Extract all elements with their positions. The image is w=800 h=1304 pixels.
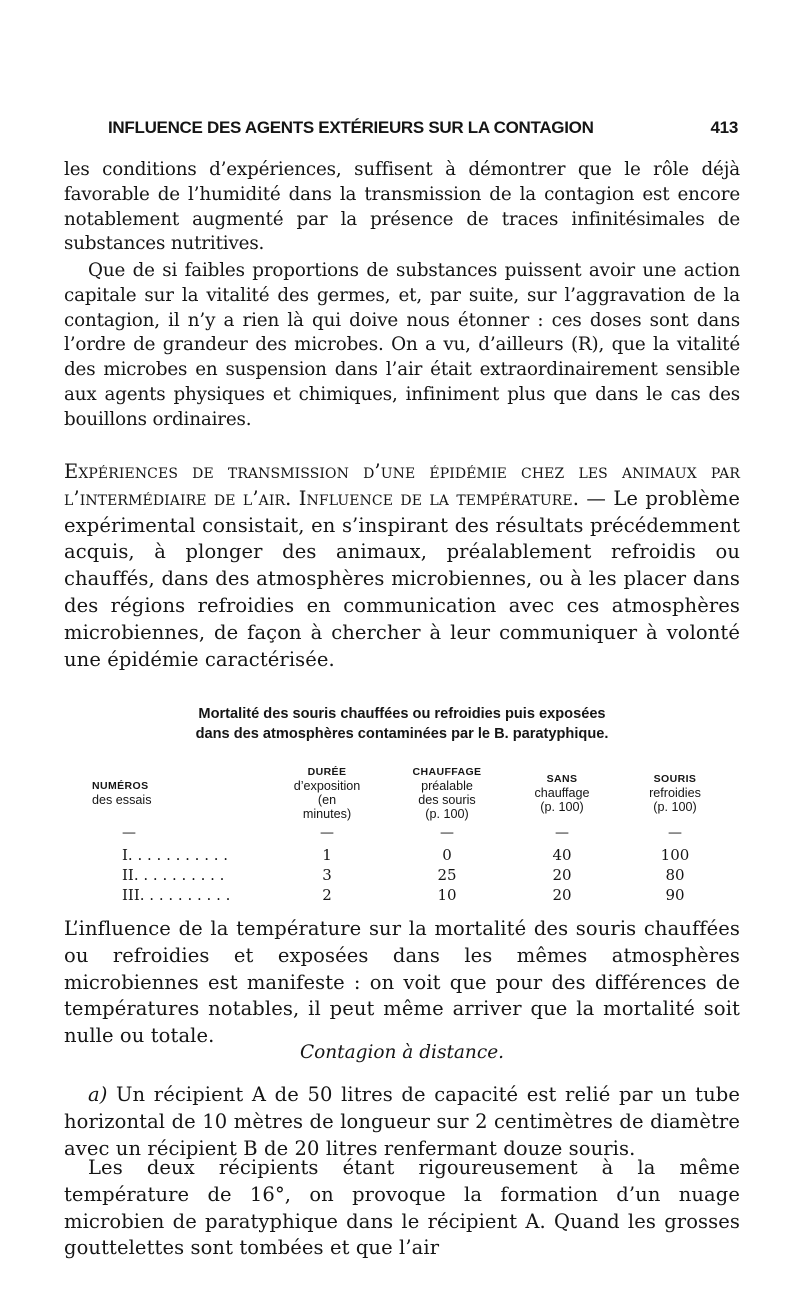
header-numeros	[92, 764, 262, 821]
page-number: 413	[710, 118, 738, 137]
cell-duree: 2	[322, 886, 332, 904]
paragraph-4: L’influence de la température sur la mortalité des souris chauffées ou refroidies et exposées dans les mêmes atmosphères microbiennes est manifeste : on voit que pour des différences de températures notables, il peut même arriver que la mortalité soit nulle ou totale.	[64, 917, 740, 1048]
header-duree-sub2: (en	[317, 793, 337, 807]
header-sans	[502, 764, 622, 821]
section-title: Contagion à distance.	[299, 1042, 505, 1063]
row-number: II. . . . . . . . . .	[122, 866, 225, 884]
cell-refroidies: 80	[665, 866, 685, 884]
header-duree-sub1: d’exposition	[293, 779, 361, 793]
header-duree	[262, 764, 392, 821]
dash-cell: —	[555, 825, 569, 841]
row-number: III. . . . . . . . . .	[122, 886, 231, 904]
table-dash-row	[92, 821, 728, 845]
header-chauffage-title: CHAUFFAGE	[412, 766, 482, 778]
header-chauffage-sub3: (p. 100)	[425, 807, 469, 821]
cell-duree: 1	[322, 846, 332, 864]
cell-refroidies: 100	[660, 846, 690, 864]
section-heading-smallcaps: Expériences de transmission d’une épidémie chez les animaux par l’intermédiaire de l’air. Influence de la température.	[64, 460, 740, 510]
dash-cell: —	[122, 825, 136, 841]
paragraph-5-label: a)	[88, 1083, 108, 1106]
table-row	[92, 885, 728, 905]
row-number: I. . . . . . . . . . .	[122, 846, 229, 864]
cell-chauffage: 25	[437, 866, 457, 884]
cell-sans: 20	[552, 886, 572, 904]
running-header	[108, 116, 738, 140]
table-caption	[64, 704, 740, 744]
header-duree-title: DURÉE	[307, 766, 347, 778]
header-sans-sub2: (p. 100)	[540, 800, 584, 814]
header-refroidies-title: SOURIS	[653, 773, 697, 785]
table-row	[92, 865, 728, 885]
paragraph-5	[64, 1082, 740, 1162]
header-chauffage	[392, 764, 502, 821]
cell-refroidies: 90	[665, 886, 685, 904]
dash-cell: —	[668, 825, 682, 841]
dash-cell: —	[320, 825, 334, 841]
header-refroidies-sub1: refroidies	[649, 786, 701, 800]
table-caption-line-1: Mortalité des souris chauffées ou refroidies puis exposées	[198, 706, 606, 722]
cell-sans: 20	[552, 866, 572, 884]
header-numeros-title: NUMÉROS	[92, 780, 149, 792]
header-duree-sub3: minutes)	[302, 807, 352, 821]
header-sans-sub1: chauffage	[534, 786, 590, 800]
mortality-table	[92, 764, 728, 905]
paragraph-2: Que de si faibles proportions de substances puissent avoir une action capitale sur la vitalité des germes, et, par suite, sur l’aggravation de la contagion, il n’y a rien là qui doive nous étonner : ces doses sont dans l’ordre de grandeur des microbes. On a vu, d’ailleurs (R), que la vitalité des microbes en suspension dans l’air était extraordinairement sensible aux agents physiques et chimiques, infiniment plus que dans le cas des bouillons ordinaires.	[64, 260, 740, 430]
paragraph-1: les conditions d’expériences, suffisent à démontrer que le rôle déjà favorable de l’humidité dans la transmission de la contagion est encore notablement augmenté par la présence de traces infinitésimales de substances nutritives.	[64, 159, 740, 255]
paragraph-5-text: Un récipient A de 50 litres de capacité est relié par un tube horizontal de 10 mètres de longueur sur 2 centimètres de diamètre avec un récipient B de 20 litres renfermant douze souris.	[64, 1083, 740, 1160]
header-chauffage-sub2: des souris	[418, 793, 476, 807]
header-refroidies-sub2: (p. 100)	[653, 800, 697, 814]
table-row	[92, 845, 728, 865]
cell-duree: 3	[322, 866, 332, 884]
header-sans-title: SANS	[546, 773, 578, 785]
header-chauffage-sub1: préalable	[421, 779, 473, 793]
cell-chauffage: 10	[437, 886, 457, 904]
header-numeros-sub: des essais	[92, 793, 152, 807]
header-refroidies	[622, 764, 728, 821]
paragraph-3-text: — Le problème expérimental consistait, en s’inspirant des résultats précédemment acquis, à plonger des animaux, préalablement refroidis ou chauffés, dans des atmosphères microbiennes, ou à les placer dans des régions refroidies en communication avec ces atmosphères microbiennes, de façon à chercher à leur communiquer à volonté une épidémie caractérisée.	[64, 486, 740, 671]
running-title: INFLUENCE DES AGENTS EXTÉRIEURS SUR LA CONTAGION	[108, 118, 594, 137]
dash-cell: —	[440, 825, 454, 841]
paragraph-6: Les deux récipients étant rigoureusement à la même température de 16°, on provoque la formation d’un nuage microbien de paratyphique dans le récipient A. Quand les grosses gouttelettes sont tombées et que l’air	[64, 1156, 740, 1260]
table-caption-line-2: dans des atmosphères contaminées par le B. paratyphique.	[195, 726, 609, 742]
cell-chauffage: 0	[442, 846, 452, 864]
cell-sans: 40	[552, 846, 572, 864]
table-header-row	[92, 764, 728, 821]
paragraph-3	[64, 459, 740, 673]
